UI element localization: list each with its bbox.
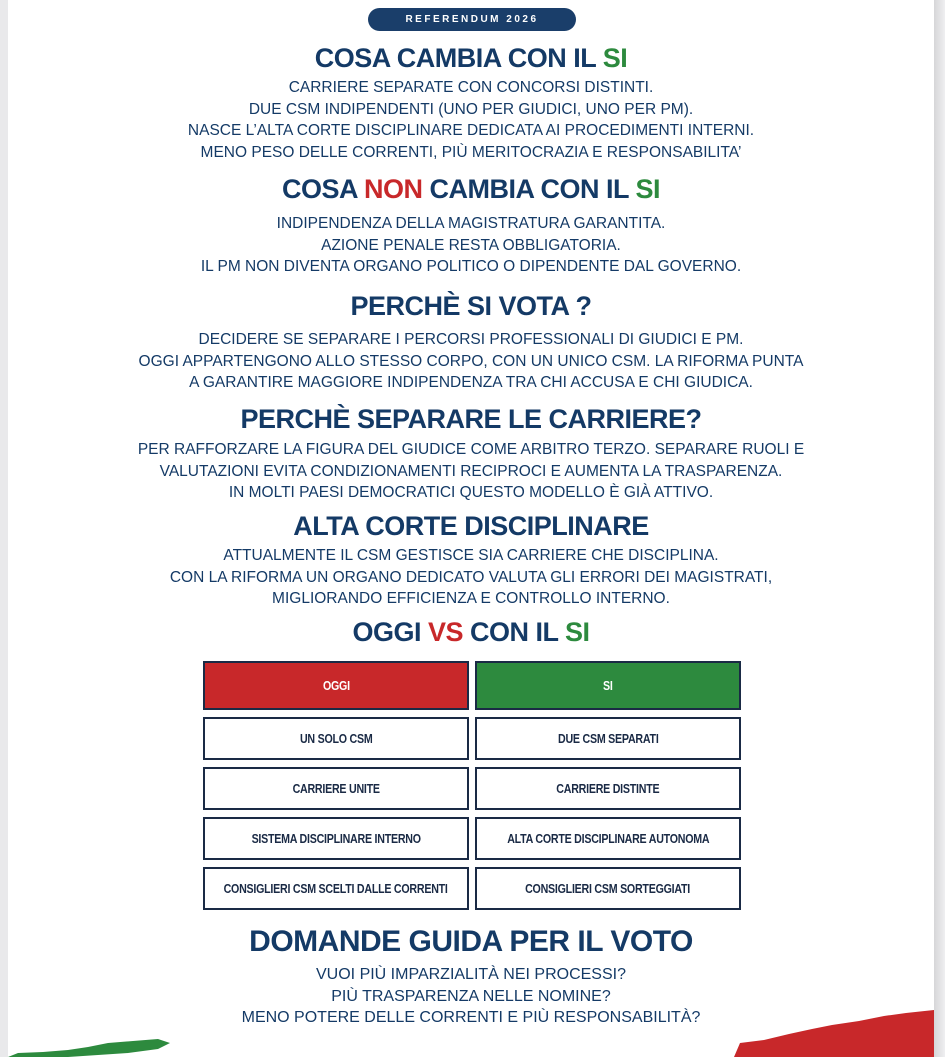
text-line: VALUTAZIONI EVITA CONDIZIONAMENTI RECIPROCI E AUMENTA LA TRASPARENZA. [159,462,783,480]
table-cell-si: CARRIERE DISTINTE [475,767,741,810]
flyer-page [8,0,934,1057]
text-line: DUE CSM INDIPENDENTI (UNO PER GIUDICI, UNO PER PM). [248,100,694,118]
text-line: DECIDERE SE SEPARARE I PERCORSI PROFESSIONALI DI GIUDICI E PM. [198,331,744,348]
question-line: VUOI PIÙ IMPARZIALITÀ NEI PROCESSI? [316,966,626,983]
green-brush-decoration [8,1037,178,1057]
section-non-cambia-title: COSA NON CAMBIA CON IL SI [281,174,661,204]
section-cambia-text [8,77,934,163]
table-cell-si: DUE CSM SEPARATI [475,717,741,760]
section-non-cambia-text [8,213,934,278]
red-brush-decoration [734,1007,934,1057]
table-cell-oggi: UN SOLO CSM [203,717,469,760]
text-line: NASCE L’ALTA CORTE DISCIPLINARE DEDICATA AI PROCEDIMENTI INTERNI. [187,122,755,139]
text-line: IN MOLTI PAESI DEMOCRATICI QUESTO MODELLO È GIÀ ATTIVO. [228,484,714,501]
section-alta-corte-text [8,545,934,610]
section-separare-title: PERCHÈ SEPARARE LE CARRIERE? [240,404,702,434]
table-cell-oggi: CARRIERE UNITE [203,767,469,810]
text-line: CARRIERE SEPARATE CON CONCORSI DISTINTI. [288,79,654,96]
section-alta-corte-title: ALTA CORTE DISCIPLINARE [293,511,649,541]
page-edge-shadow [934,0,945,1057]
section-perche-vota-title: PERCHÈ SI VOTA ? [350,291,592,321]
section-perche-vota-text [8,329,934,394]
text-line: CON LA RIFORMA UN ORGANO DEDICATO VALUTA GLI ERRORI DEI MAGISTRATI, [169,568,773,586]
table-cell-si: ALTA CORTE DISCIPLINARE AUTONOMA [475,817,741,860]
table-cell-oggi: SISTEMA DISCIPLINARE INTERNO [203,817,469,860]
comparison-title: OGGI VS CON IL SI [352,617,590,647]
text-line: A GARANTIRE MAGGIORE INDIPENDENZA TRA CHI ACCUSA E CHI GIUDICA. [189,374,753,391]
question-line: PIÙ TRASPARENZA NELLE NOMINE? [331,987,611,1005]
text-line: ATTUALMENTE IL CSM GESTISCE SIA CARRIERE CHE DISCIPLINA. [223,547,719,564]
text-line: MIGLIORANDO EFFICIENZA E CONTROLLO INTERNO. [272,590,670,607]
questions-title: DOMANDE GUIDA PER IL VOTO [249,925,693,958]
text-line: PER RAFFORZARE LA FIGURA DEL GIUDICE COME ARBITRO TERZO. SEPARARE RUOLI E [137,441,805,458]
section-separare-text [8,439,934,504]
text-line: MENO PESO DELLE CORRENTI, PIÙ MERITOCRAZIA E RESPONSABILITA’ [200,143,742,161]
text-line: OGGI APPARTENGONO ALLO STESSO CORPO, CON UN UNICO CSM. LA RIFORMA PUNTA [138,352,804,370]
text-line: INDIPENDENZA DELLA MAGISTRATURA GARANTITA. [276,215,666,232]
table-header-si: SI [475,661,741,710]
table-cell-oggi: CONSIGLIERI CSM SCELTI DALLE CORRENTI [203,867,469,910]
section-cambia-title: COSA CAMBIA CON IL SI [314,43,628,73]
table-header-oggi: OGGI [203,661,469,710]
table-cell-si: CONSIGLIERI CSM SORTEGGIATI [475,867,741,910]
text-line: IL PM NON DIVENTA ORGANO POLITICO O DIPENDENTE DAL GOVERNO. [200,258,742,275]
question-line: MENO POTERE DELLE CORRENTI E PIÙ RESPONSABILITÀ? [241,1009,701,1026]
referendum-badge: REFERENDUM 2026 [368,8,576,31]
text-line: AZIONE PENALE RESTA OBBLIGATORIA. [321,236,621,254]
